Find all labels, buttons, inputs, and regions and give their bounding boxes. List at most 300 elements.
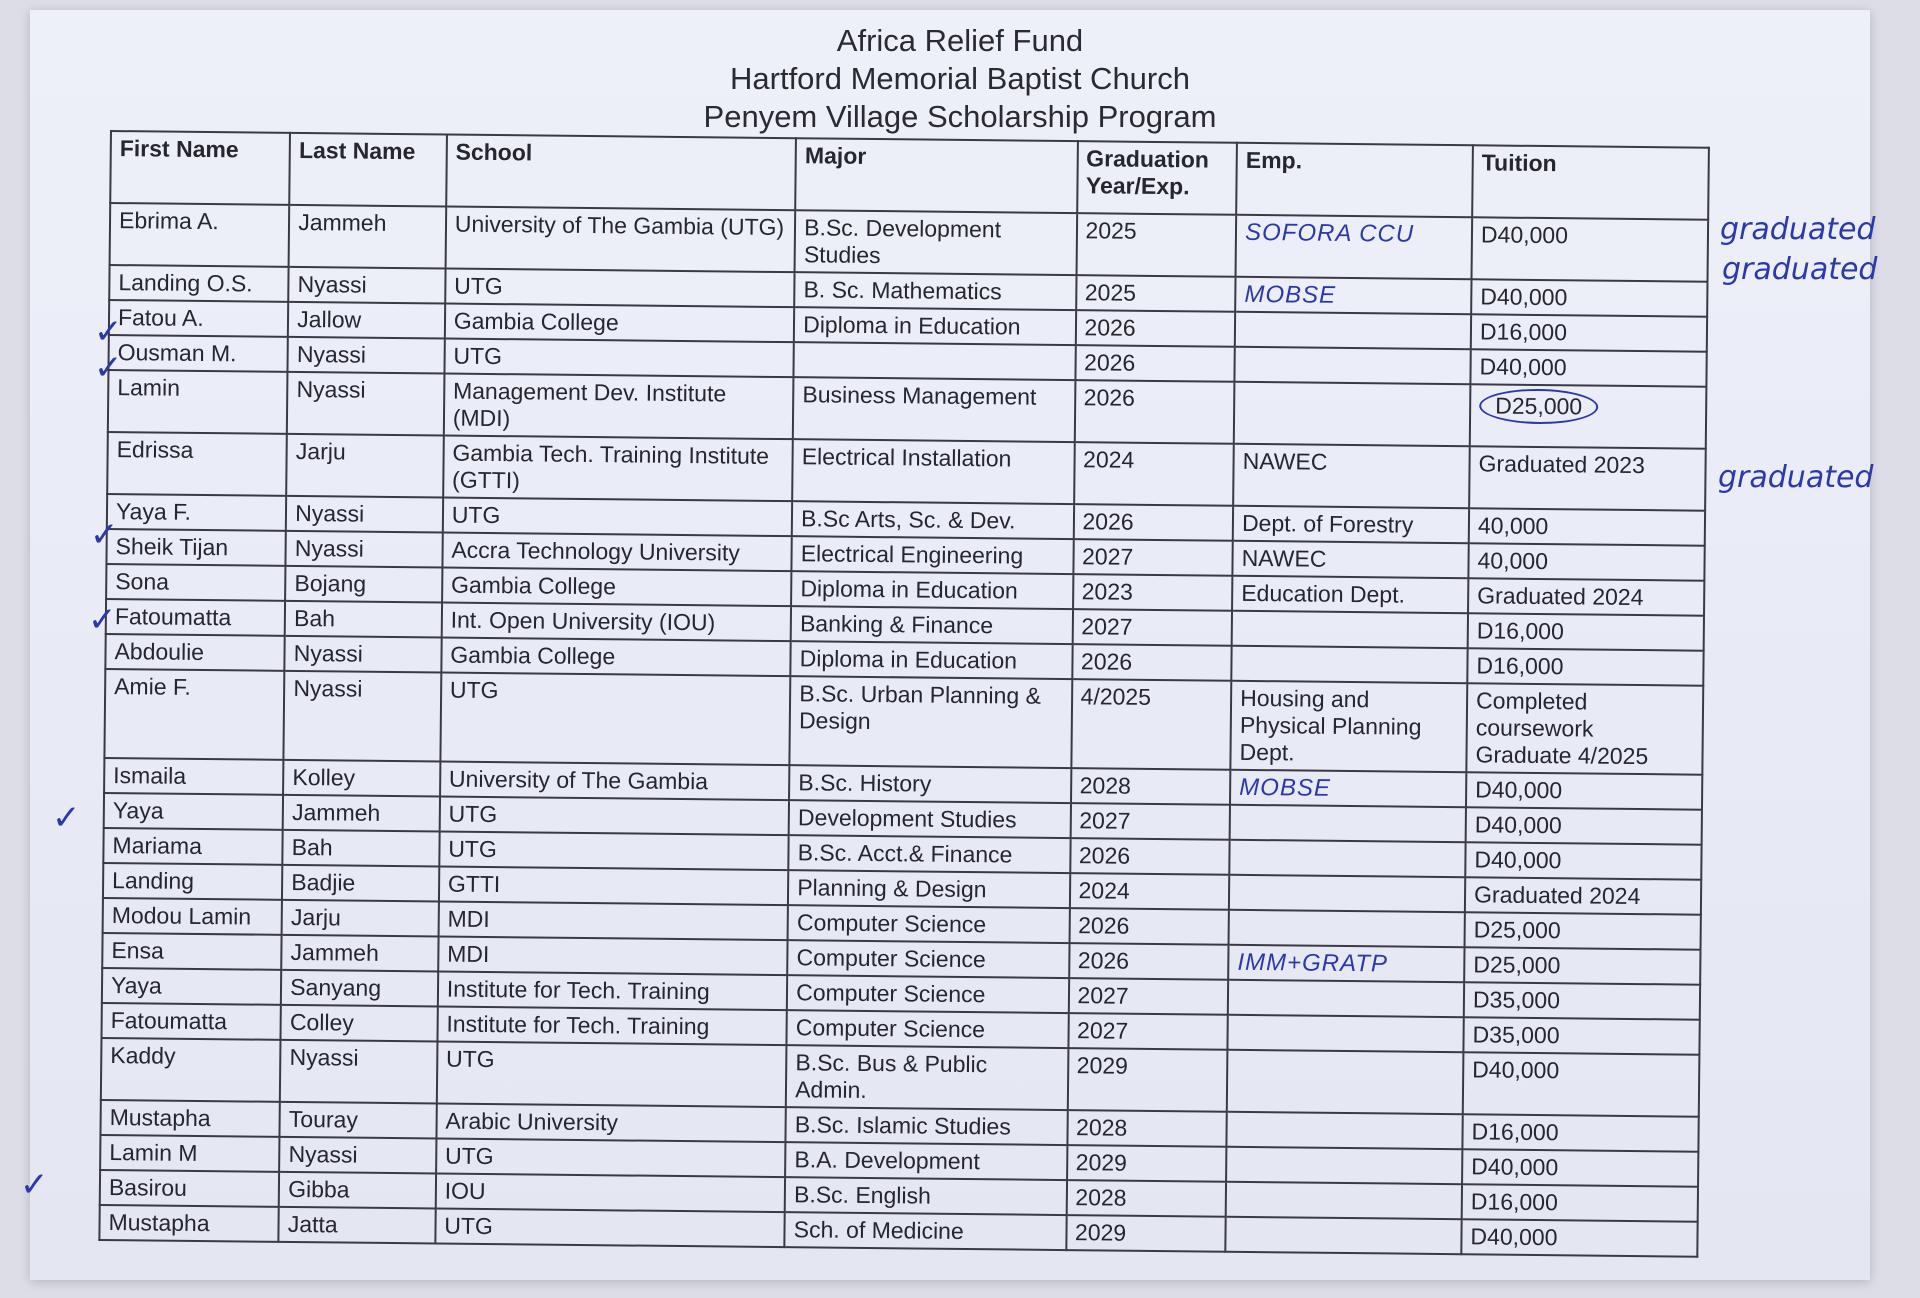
- school-text: MDI: [447, 905, 490, 933]
- column-header: Tuition: [1472, 145, 1709, 219]
- emp-cell: [1233, 506, 1469, 543]
- major-text: Diploma in Education: [803, 311, 1021, 340]
- grad-year-cell: [1073, 504, 1233, 541]
- last-name-text: Bojang: [294, 569, 367, 597]
- tuition-cell: [1462, 1184, 1698, 1221]
- tuition-cell: [1465, 912, 1701, 949]
- first-name-text: Ousman M.: [117, 339, 237, 367]
- grad-year-cell: [1074, 442, 1234, 506]
- emp-text: Dept. of Forestry: [1241, 509, 1414, 538]
- tuition-text: Graduated 2024: [1473, 881, 1641, 910]
- first-name-text: Ebrima A.: [118, 207, 219, 235]
- margin-note: graduated: [1720, 212, 1876, 247]
- school-cell: [445, 207, 795, 273]
- grad-year-text: 2027: [1081, 543, 1134, 570]
- first-name-cell: [104, 793, 284, 830]
- school-text: Institute for Tech. Training: [446, 1010, 710, 1040]
- major-cell: [787, 940, 1069, 978]
- emp-cell: [1225, 1217, 1461, 1254]
- school-text: Management Dev. Institute (MDI): [452, 377, 727, 432]
- grad-year-cell: [1066, 1215, 1226, 1252]
- school-cell: [444, 374, 794, 440]
- first-name-cell: [110, 203, 290, 267]
- major-text: Diploma in Education: [800, 575, 1018, 604]
- first-name-text: Edrissa: [116, 436, 194, 463]
- school-text: Gambia College: [453, 307, 619, 336]
- school-cell: [441, 637, 791, 676]
- column-header: Emp.: [1236, 143, 1473, 217]
- first-name-cell: [107, 432, 287, 496]
- tuition-cell: [1462, 1114, 1698, 1151]
- tuition-cell: [1466, 807, 1702, 844]
- tuition-text: D40,000: [1474, 846, 1562, 874]
- major-text: Electrical Installation: [801, 443, 1012, 472]
- first-name-text: Yaya: [112, 797, 164, 824]
- first-name-cell: [107, 494, 287, 531]
- check-mark-icon: ✓: [88, 600, 117, 640]
- school-cell: [436, 1138, 786, 1177]
- major-text: B.Sc. Acct.& Finance: [797, 839, 1013, 868]
- major-cell: [785, 1212, 1067, 1250]
- grad-year-cell: [1067, 1048, 1227, 1112]
- major-cell: [785, 1177, 1067, 1215]
- first-name-text: Modou Lamin: [111, 902, 252, 930]
- first-name-text: Mariama: [112, 832, 203, 860]
- major-cell: [793, 377, 1075, 442]
- emp-cell: [1227, 1050, 1464, 1114]
- grad-year-text: 2029: [1075, 1149, 1128, 1176]
- emp-cell: [1233, 444, 1470, 508]
- major-text: B.Sc. Urban Planning & Design: [798, 680, 1042, 734]
- last-name-cell: [285, 636, 442, 673]
- school-text: GTTI: [447, 870, 501, 898]
- tuition-text: D40,000: [1479, 353, 1567, 381]
- first-name-text: Lamin M: [109, 1139, 198, 1166]
- emp-text: SOFORA CCU: [1244, 218, 1415, 248]
- last-name-text: Touray: [288, 1105, 359, 1133]
- column-header: Last Name: [289, 133, 446, 207]
- tuition-cell: [1463, 1017, 1699, 1054]
- last-name-text: Jallow: [297, 305, 362, 333]
- school-cell: [443, 498, 793, 537]
- emp-cell: [1230, 770, 1466, 807]
- grad-year-text: 2029: [1076, 1052, 1129, 1079]
- tuition-text: D16,000: [1471, 1118, 1559, 1146]
- school-text: MDI: [447, 940, 490, 968]
- school-cell: [443, 436, 793, 502]
- major-text: Computer Science: [796, 979, 986, 1008]
- first-name-cell: [109, 265, 289, 302]
- grad-year-text: 2024: [1078, 877, 1130, 904]
- school-text: UTG: [448, 835, 497, 863]
- grad-year-text: 2027: [1077, 982, 1129, 1009]
- last-name-text: Jarju: [290, 903, 341, 931]
- check-mark-icon: ✓: [52, 798, 81, 838]
- school-cell: [438, 971, 788, 1010]
- last-name-cell: [281, 970, 438, 1007]
- tuition-cell: [1470, 349, 1706, 386]
- tuition-text: D25,000: [1473, 916, 1561, 944]
- last-name-cell: [282, 900, 439, 937]
- grad-year-text: 2026: [1084, 314, 1136, 341]
- last-name-text: Nyassi: [296, 340, 367, 368]
- grad-year-cell: [1076, 275, 1236, 312]
- first-name-text: Mustapha: [109, 1104, 211, 1132]
- school-cell: [436, 1173, 786, 1212]
- school-cell: [438, 936, 788, 975]
- check-mark-icon: ✓: [90, 515, 119, 555]
- first-name-text: Landing: [112, 867, 195, 894]
- grad-year-text: 2029: [1074, 1219, 1127, 1246]
- first-name-cell: [104, 669, 284, 760]
- grad-year-text: 2027: [1081, 613, 1133, 640]
- major-cell: [789, 765, 1071, 803]
- emp-cell: [1230, 681, 1467, 772]
- school-text: University of The Gambia (UTG): [454, 210, 785, 241]
- emp-text: MOBSE: [1244, 280, 1337, 309]
- major-text: Development Studies: [797, 804, 1017, 833]
- last-name-cell: [285, 566, 442, 603]
- grad-year-text: 2026: [1077, 947, 1130, 974]
- column-header: Graduation Year/Exp.: [1077, 141, 1237, 215]
- school-cell: [440, 672, 790, 765]
- grad-year-text: 2026: [1083, 349, 1136, 376]
- last-name-cell: [279, 1172, 436, 1209]
- school-cell: [439, 796, 789, 835]
- school-cell: [438, 901, 788, 940]
- school-cell: [436, 1103, 786, 1142]
- last-name-cell: [287, 372, 444, 436]
- emp-cell: [1228, 1015, 1464, 1052]
- tuition-text: D40,000: [1471, 1153, 1559, 1181]
- major-text: B.Sc Arts, Sc. & Dev.: [801, 505, 1016, 534]
- tuition-cell: [1469, 508, 1705, 545]
- school-cell: [439, 866, 789, 905]
- grad-year-text: 2025: [1085, 217, 1137, 244]
- major-cell: [785, 1142, 1067, 1180]
- major-cell: [792, 439, 1074, 504]
- first-name-text: Fatoumatta: [110, 1007, 228, 1035]
- emp-cell: [1226, 1182, 1462, 1219]
- major-text: B.Sc. Development Studies: [803, 214, 1002, 269]
- emp-text: Housing and Physical Planning Dept.: [1239, 684, 1422, 766]
- tuition-cell: [1463, 1052, 1700, 1116]
- grad-year-cell: [1075, 310, 1235, 347]
- first-name-cell: [99, 1205, 279, 1242]
- major-cell: [790, 641, 1072, 679]
- last-name-cell: [286, 531, 443, 568]
- school-text: Gambia College: [450, 641, 616, 670]
- major-text: B. Sc. Mathematics: [803, 276, 1002, 305]
- major-text: Banking & Finance: [799, 610, 994, 639]
- school-text: IOU: [444, 1177, 486, 1204]
- last-name-cell: [286, 496, 443, 533]
- grad-year-text: 2026: [1083, 384, 1136, 411]
- first-name-cell: [104, 758, 284, 795]
- last-name-cell: [280, 1040, 437, 1104]
- first-name-cell: [103, 863, 283, 900]
- grad-year-cell: [1069, 943, 1229, 980]
- emp-cell: [1231, 646, 1467, 683]
- tuition-cell: [1461, 1219, 1697, 1256]
- major-text: Sch. of Medicine: [793, 1216, 964, 1244]
- emp-cell: [1232, 541, 1468, 578]
- tuition-cell: [1466, 772, 1702, 809]
- first-name-text: Amie F.: [114, 673, 191, 700]
- major-text: B.Sc. Bus & Public Admin.: [795, 1049, 988, 1103]
- last-name-text: Nyassi: [294, 534, 365, 562]
- major-text: Electrical Engineering: [800, 540, 1024, 569]
- last-name-text: Kolley: [292, 763, 356, 791]
- grad-year-cell: [1073, 574, 1233, 611]
- grad-year-text: 2026: [1078, 842, 1131, 869]
- first-name-cell: [103, 898, 283, 935]
- tuition-cell: [1469, 446, 1706, 510]
- grad-year-cell: [1074, 380, 1234, 444]
- last-name-cell: [288, 267, 445, 304]
- tuition-text: D40,000: [1475, 776, 1563, 804]
- first-name-text: Yaya: [110, 972, 162, 999]
- last-name-cell: [281, 935, 438, 972]
- school-cell: [439, 831, 789, 870]
- grad-year-cell: [1069, 908, 1229, 945]
- first-name-cell: [108, 370, 288, 434]
- grad-year-text: 2024: [1082, 446, 1135, 473]
- emp-cell: [1226, 1147, 1462, 1184]
- major-cell: [792, 501, 1074, 539]
- first-name-text: Landing O.S.: [118, 269, 253, 297]
- grad-year-cell: [1070, 803, 1230, 840]
- last-name-cell: [284, 671, 441, 762]
- last-name-text: Gibba: [288, 1175, 350, 1203]
- tuition-text: Completed coursework Graduate 4/2025: [1475, 687, 1649, 770]
- tuition-cell: [1471, 279, 1707, 316]
- school-cell: [445, 304, 795, 343]
- school-text: UTG: [444, 1212, 494, 1240]
- major-cell: [787, 975, 1069, 1013]
- major-cell: [794, 272, 1076, 310]
- grad-year-text: 2023: [1081, 578, 1134, 605]
- major-text: Computer Science: [795, 1014, 986, 1043]
- last-name-text: Nyassi: [297, 270, 367, 298]
- last-name-text: Nyassi: [293, 639, 363, 667]
- emp-cell: [1229, 840, 1465, 877]
- school-text: Institute for Tech. Training: [446, 975, 710, 1005]
- school-text: Gambia Tech. Training Institute (GTTI): [452, 439, 770, 494]
- tuition-cell: [1464, 947, 1700, 984]
- last-name-cell: [289, 205, 446, 269]
- first-name-cell: [108, 335, 288, 372]
- first-name-cell: [102, 968, 282, 1005]
- grad-year-text: 2027: [1076, 1017, 1129, 1044]
- school-text: Arabic University: [445, 1107, 619, 1136]
- last-name-cell: [282, 865, 439, 902]
- first-name-text: Sona: [115, 568, 170, 595]
- major-text: B.Sc. English: [793, 1181, 931, 1209]
- check-mark-icon: ✓: [94, 312, 123, 352]
- emp-cell: [1232, 611, 1468, 648]
- major-text: B.Sc. Islamic Studies: [794, 1111, 1011, 1140]
- first-name-cell: [100, 1135, 280, 1172]
- last-name-text: Bah: [291, 833, 333, 861]
- tuition-cell: [1472, 217, 1709, 281]
- school-text: University of The Gambia: [448, 765, 709, 795]
- last-name-text: Jatta: [287, 1210, 338, 1238]
- tuition-text: Graduated 2023: [1478, 450, 1645, 479]
- first-name-text: Yaya F.: [115, 498, 192, 525]
- last-name-cell: [280, 1102, 437, 1139]
- first-name-text: Ismaila: [113, 762, 187, 789]
- last-name-text: Nyassi: [293, 674, 363, 702]
- first-name-text: Basirou: [108, 1174, 188, 1201]
- last-name-text: Jarju: [295, 437, 346, 465]
- tuition-text: D25,000: [1473, 951, 1561, 979]
- major-text: Computer Science: [796, 944, 986, 973]
- major-cell: [794, 342, 1076, 380]
- school-text: Gambia College: [450, 571, 617, 600]
- grad-year-cell: [1070, 838, 1230, 875]
- school-text: UTG: [451, 501, 501, 529]
- table-body: [99, 203, 1708, 1257]
- last-name-text: Badjie: [291, 868, 356, 896]
- first-name-text: Mustapha: [108, 1209, 210, 1237]
- grad-year-text: 2026: [1082, 508, 1134, 535]
- grad-year-text: 2028: [1079, 772, 1131, 799]
- first-name-cell: [101, 1003, 281, 1040]
- major-cell: [795, 210, 1077, 275]
- last-name-cell: [283, 795, 440, 832]
- first-name-cell: [101, 1038, 281, 1102]
- school-cell: [441, 603, 791, 642]
- tuition-cell: [1468, 578, 1704, 615]
- first-name-text: Fatoumatta: [114, 603, 232, 631]
- emp-text: MOBSE: [1239, 773, 1332, 802]
- tuition-cell: [1467, 648, 1703, 685]
- last-name-cell: [279, 1137, 436, 1174]
- grad-year-cell: [1076, 213, 1236, 277]
- school-cell: [440, 761, 790, 800]
- tuition-text: D40,000: [1480, 283, 1568, 311]
- tuition-cell: [1468, 543, 1704, 580]
- last-name-cell: [286, 434, 443, 498]
- tuition-cell: [1468, 613, 1704, 650]
- school-text: UTG: [453, 342, 503, 370]
- school-cell: [437, 1006, 787, 1045]
- last-name-text: Nyassi: [289, 1043, 359, 1071]
- column-header: School: [446, 135, 796, 211]
- major-cell: [788, 905, 1070, 943]
- major-cell: [788, 835, 1070, 873]
- last-name-text: Jammeh: [290, 938, 379, 966]
- school-text: UTG: [454, 272, 503, 300]
- first-name-text: Fatou A.: [117, 304, 204, 331]
- last-name-cell: [283, 760, 440, 797]
- school-text: UTG: [448, 800, 498, 828]
- last-name-cell: [281, 1005, 438, 1042]
- major-cell: [786, 1107, 1068, 1145]
- document-heading: [0, 22, 1920, 136]
- last-name-text: Nyassi: [295, 499, 365, 527]
- major-cell: [790, 676, 1072, 768]
- school-text: UTG: [445, 1045, 495, 1073]
- emp-cell: [1235, 277, 1471, 314]
- tuition-cell: [1462, 1149, 1698, 1186]
- emp-cell: [1229, 875, 1465, 912]
- first-name-text: Kaddy: [110, 1042, 176, 1069]
- school-text: UTG: [449, 676, 499, 704]
- tuition-cell: [1470, 384, 1707, 448]
- grad-year-text: 2026: [1078, 912, 1130, 939]
- first-name-text: Abdoulie: [114, 638, 205, 666]
- major-cell: [791, 571, 1073, 609]
- first-name-cell: [109, 300, 289, 337]
- major-text: B.Sc. History: [798, 769, 932, 797]
- org-name: Africa Relief Fund: [836, 23, 1084, 58]
- first-name-text: Lamin: [117, 374, 181, 401]
- church-name: Hartford Memorial Baptist Church: [730, 61, 1190, 96]
- major-cell: [791, 606, 1073, 644]
- margin-note: graduated: [1718, 460, 1874, 495]
- tuition-text: 40,000: [1477, 512, 1549, 540]
- emp-cell: [1229, 910, 1465, 947]
- major-text: Diploma in Education: [799, 645, 1018, 674]
- tuition-text: D35,000: [1472, 1021, 1560, 1049]
- emp-text: NAWEC: [1241, 544, 1327, 572]
- school-cell: [442, 568, 792, 607]
- grad-year-text: 2026: [1080, 648, 1133, 675]
- last-name-text: Nyassi: [288, 1140, 358, 1168]
- grad-year-text: 2025: [1084, 279, 1137, 306]
- check-mark-icon: ✓: [94, 348, 123, 388]
- major-text: B.A. Development: [794, 1146, 980, 1175]
- tuition-text: D16,000: [1470, 1188, 1558, 1216]
- last-name-text: Jammeh: [298, 208, 387, 236]
- grad-year-cell: [1066, 1180, 1226, 1217]
- tuition-text: D35,000: [1472, 986, 1561, 1014]
- grad-year-cell: [1069, 873, 1229, 910]
- tuition-cell: [1465, 842, 1701, 879]
- first-name-cell: [106, 564, 286, 601]
- emp-text: Education Dept.: [1241, 579, 1406, 608]
- school-cell: [442, 533, 792, 572]
- grad-year-cell: [1071, 768, 1231, 805]
- tuition-text: Graduated 2024: [1477, 582, 1644, 611]
- last-name-cell: [288, 337, 445, 374]
- last-name-text: Jammeh: [291, 798, 381, 826]
- first-name-cell: [105, 634, 285, 671]
- grad-year-text: 2027: [1079, 807, 1131, 834]
- first-name-cell: [102, 933, 282, 970]
- tuition-text: D40,000: [1480, 221, 1569, 249]
- first-name-cell: [100, 1100, 280, 1137]
- major-text: Business Management: [802, 381, 1037, 410]
- grad-year-text: 4/2025: [1080, 683, 1152, 710]
- major-cell: [786, 1045, 1068, 1110]
- last-name-text: Sanyang: [290, 973, 382, 1001]
- school-text: UTG: [444, 1142, 494, 1170]
- emp-cell: [1226, 1112, 1462, 1149]
- last-name-text: Bah: [293, 604, 336, 632]
- school-cell: [435, 1208, 785, 1247]
- school-text: Int. Open University (IOU): [450, 606, 716, 636]
- grad-year-cell: [1072, 609, 1232, 646]
- first-name-text: Sheik Tijan: [115, 533, 229, 561]
- emp-cell: [1235, 347, 1471, 384]
- last-name-cell: [279, 1207, 436, 1244]
- first-name-cell: [106, 599, 286, 636]
- grad-year-text: 2028: [1075, 1184, 1127, 1211]
- column-header: First Name: [110, 131, 290, 205]
